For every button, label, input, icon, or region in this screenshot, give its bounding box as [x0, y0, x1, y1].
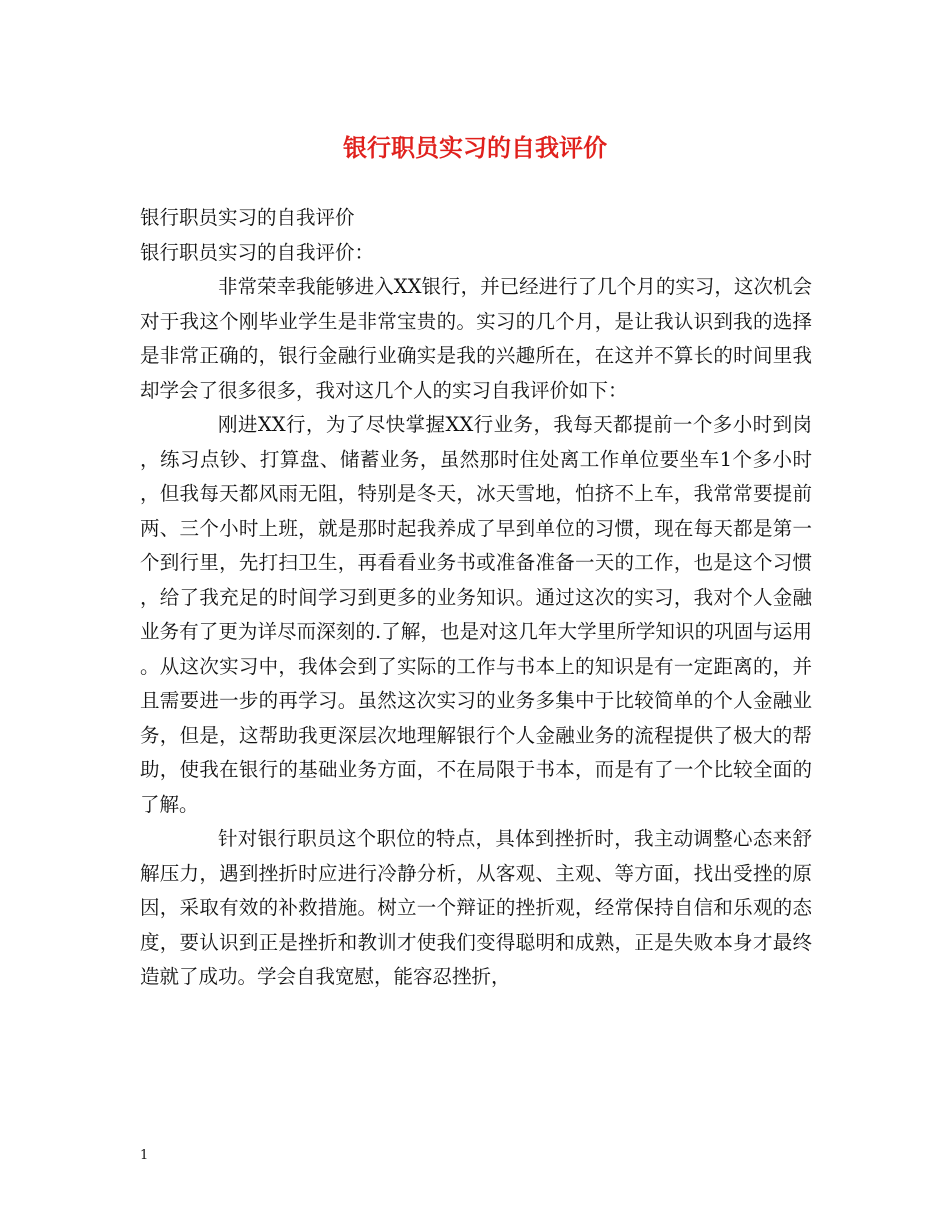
document-title: 银行职员实习的自我评价 — [343, 133, 607, 162]
paragraph-2: 刚进XX行，为了尽快掌握XX行业务，我每天都提前一个多小时到岗，练习点钞、打算盘、储蓄业务，虽然那时住处离工作单位要坐车1个多小时，但我每天都风雨无阻，特别是冬天，冰天雪地，怕挤不上车，我常常要提前两、三个小时上班，就是那时起我养成了早到单位的习惯，现在每天都是第一个到行里，先打扫卫生，再看看业务书或准备准备一天的工作，也是这个习惯，给了我充足的时间学习到更多的业务知识。通过这次的实习，我对个人金融业务有了更为详尽而深刻的.了解，也是对这几年大学里所学知识的巩固与运用。从这次实习中，我体会到了实际的工作与书本上的知识是有一定距离的，并且需要进一步的再学习。虽然这次实习的业务多集中于比较简单的个人金融业务，但是，这帮助我更深层次地理解银行个人金融业务的流程提供了极大的帮助，使我在银行的基础业务方面，不在局限于书本，而是有了一个比较全面的了解。 — [140, 413, 812, 816]
paragraph-1: 非常荣幸我能够进入XX银行，并已经进行了几个月的实习，这次机会对于我这个刚毕业学生是非常宝贵的。实习的几个月，是让我认识到我的选择是非常正确的，银行金融行业确实是我的兴趣所在，在这并不算长的时间里我却学会了很多很多，我对这几个人的实习自我评价如下： — [140, 275, 812, 402]
paragraph-3: 针对银行职员这个职位的特点，具体到挫折时，我主动调整心态来舒解压力，遇到挫折时应进行冷静分析，从客观、主观、等方面，找出受挫的原因，采取有效的补救措施。树立一个辩证的挫折观，经常保持自信和乐观的态度，要认识到正是挫折和教训才使我们变得聪明和成熟，正是失败本身才最终造就了成功。学会自我宽慰，能容忍挫折， — [140, 827, 812, 988]
heading-line-2: 银行职员实习的自我评价： — [140, 240, 375, 264]
page-number: 1 — [140, 1148, 149, 1163]
heading-line-1: 银行职员实习的自我评价 — [140, 206, 355, 229]
document-body — [140, 201, 812, 995]
